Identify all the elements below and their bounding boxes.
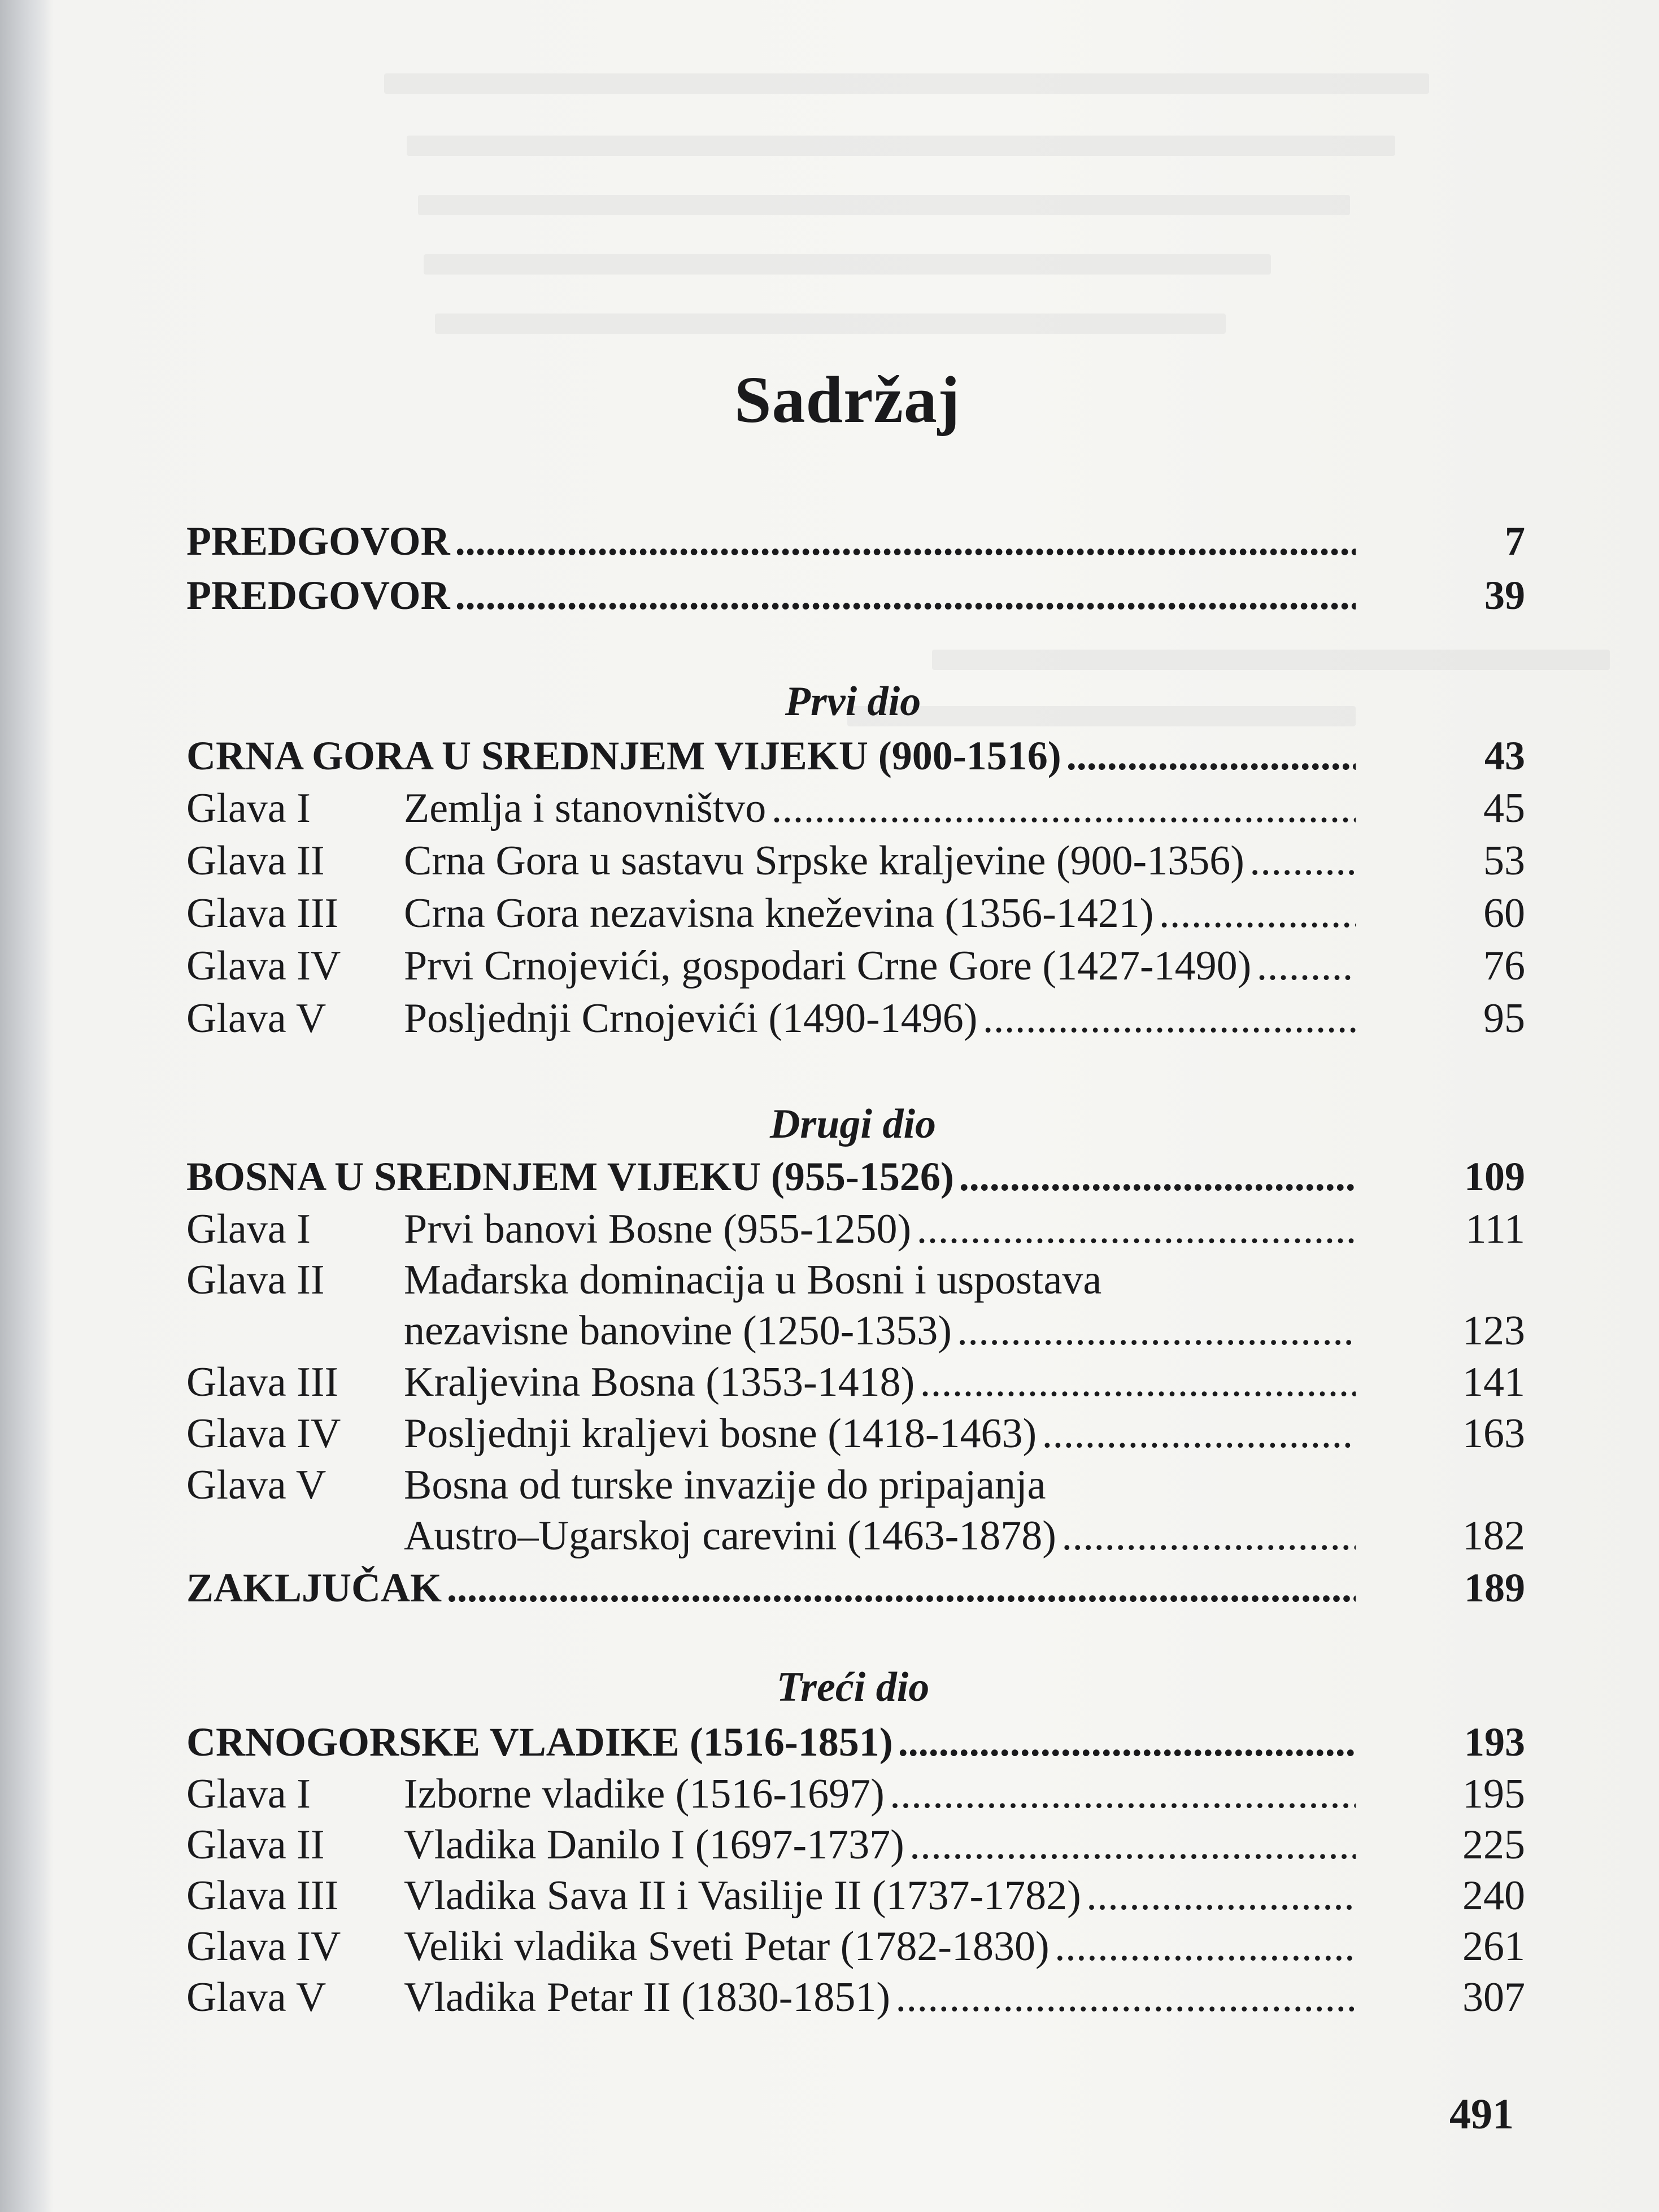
entry-label: Bosna od turske invazije do pripajanja [404,1462,1046,1508]
entry-page: 225 [1462,1822,1525,1868]
toc-part-heading[interactable] [186,729,1525,783]
chapter-number: Glava II [186,1822,325,1868]
toc-chapter[interactable] [186,991,1525,1046]
entry-label: CRNA GORA U SREDNJEM VIJEKU (900-1516) . . . [186,729,1356,783]
entry-label-continued: Austro–Ugarskoj carevini (1463-1878) . . . [404,1509,1356,1563]
entry-page: 111 [1465,1206,1525,1252]
part-title-1: Prvi dio [785,678,921,725]
toc-chapter[interactable] [186,834,1525,888]
entry-label-continued: nezavisne banovine (1250-1353) . . . [404,1304,1356,1358]
entry-label: Vladika Danilo I (1697-1737) . . . [404,1818,1356,1872]
toc-chapter[interactable] [186,1818,1525,1872]
chapter-number: Glava II [186,838,325,884]
entry-page: 95 [1483,995,1525,1042]
entry-page: 53 [1483,838,1525,884]
entry-page: 240 [1462,1873,1525,1919]
entry-page: 43 [1484,733,1525,778]
entry-label: Veliki vladika Sveti Petar (1782-1830) . . . [404,1919,1356,1974]
entry-page: 141 [1462,1359,1525,1405]
entry-page: 39 [1484,573,1525,618]
toc-chapter[interactable] [186,1458,1525,1512]
toc-part-heading[interactable] [186,1715,1525,1769]
entry-page: 307 [1462,1974,1525,2021]
toc-chapter[interactable] [186,939,1525,993]
part-title-2: Drugi dio [769,1101,936,1147]
entry-label: CRNOGORSKE VLADIKE (1516-1851) . . . [186,1715,1356,1769]
toc-chapter[interactable] [186,1919,1525,1974]
toc-entry-zakljucak[interactable] [186,1561,1525,1615]
chapter-number: Glava III [186,890,339,937]
chapter-number: Glava V [186,1462,326,1508]
entry-label: Vladika Petar II (1830-1851) . . . [404,1970,1356,2024]
entry-page: 7 [1505,519,1525,564]
toc-chapter[interactable] [186,781,1525,835]
entry-page: 193 [1464,1719,1525,1765]
toc-entry-predgovor[interactable] [186,514,1525,568]
toc-chapter[interactable] [186,1970,1525,2024]
entry-page: 195 [1462,1771,1525,1817]
entry-label: Posljednji kraljevi bosne (1418-1463) . . . [404,1407,1356,1461]
entry-label: Vladika Sava II i Vasilije II (1737-1782) . . . [404,1869,1356,1923]
entry-page: 182 [1462,1513,1525,1559]
chapter-number: Glava IV [186,1923,341,1970]
entry-label: Crna Gora u sastavu Srpske kraljevine (900-1356) . . . [404,834,1356,888]
entry-label: ZAKLJUČAK . . . [186,1561,1356,1615]
chapter-number: Glava V [186,1974,326,2021]
chapter-number: Glava I [186,785,311,831]
entry-page: 123 [1462,1308,1525,1354]
entry-label: Izborne vladike (1516-1697) . . . [404,1767,1356,1821]
entry-page: 261 [1462,1923,1525,1970]
entry-label: Kraljevina Bosna (1353-1418) . . . [404,1355,1356,1409]
toc-chapter[interactable] [186,1869,1525,1923]
entry-label: Prvi Crnojevići, gospodari Crne Gore (1427-1490) . . . [404,939,1356,993]
entry-page: 163 [1462,1410,1525,1457]
entry-label: Posljednji Crnojevići (1490-1496) . . . [404,991,1356,1046]
entry-label: Mađarska dominacija u Bosni i uspostava [404,1257,1102,1303]
entry-label: PREDGOVOR . . . [186,568,1356,622]
entry-label: Zemlja i stanovništvo . . . [404,781,1356,835]
toc-chapter-continuation[interactable] [186,1304,1525,1358]
toc-chapter[interactable] [186,1355,1525,1409]
entry-page: 45 [1483,785,1525,831]
entry-page: 76 [1483,943,1525,989]
chapter-number: Glava III [186,1359,339,1405]
entry-label: BOSNA U SREDNJEM VIJEKU (955-1526) . . . [186,1149,1356,1204]
chapter-number: Glava II [186,1257,325,1303]
toc-chapter-continuation[interactable] [186,1509,1525,1563]
page-number: 491 [1449,2091,1514,2138]
entry-page: 189 [1464,1565,1525,1610]
chapter-number: Glava IV [186,1410,341,1457]
toc-chapter[interactable] [186,886,1525,940]
part-title-3: Treći dio [776,1664,930,1710]
toc-entry-predgovor[interactable] [186,568,1525,622]
toc-chapter[interactable] [186,1407,1525,1461]
chapter-number: Glava I [186,1206,311,1252]
entry-label: Prvi banovi Bosne (955-1250) . . . [404,1202,1356,1256]
entry-label: PREDGOVOR . . . [186,514,1356,568]
chapter-number: Glava IV [186,943,341,989]
chapter-number: Glava I [186,1771,311,1817]
entry-page: 60 [1483,890,1525,937]
toc-chapter[interactable] [186,1253,1525,1307]
entry-page: 109 [1464,1154,1525,1199]
page-title: Sadržaj [734,363,961,437]
toc-chapter[interactable] [186,1767,1525,1821]
chapter-number: Glava V [186,995,326,1042]
toc-part-heading[interactable] [186,1149,1525,1204]
chapter-number: Glava III [186,1873,339,1919]
entry-label: Crna Gora nezavisna kneževina (1356-1421) . . . [404,886,1356,940]
toc-chapter[interactable] [186,1202,1525,1256]
